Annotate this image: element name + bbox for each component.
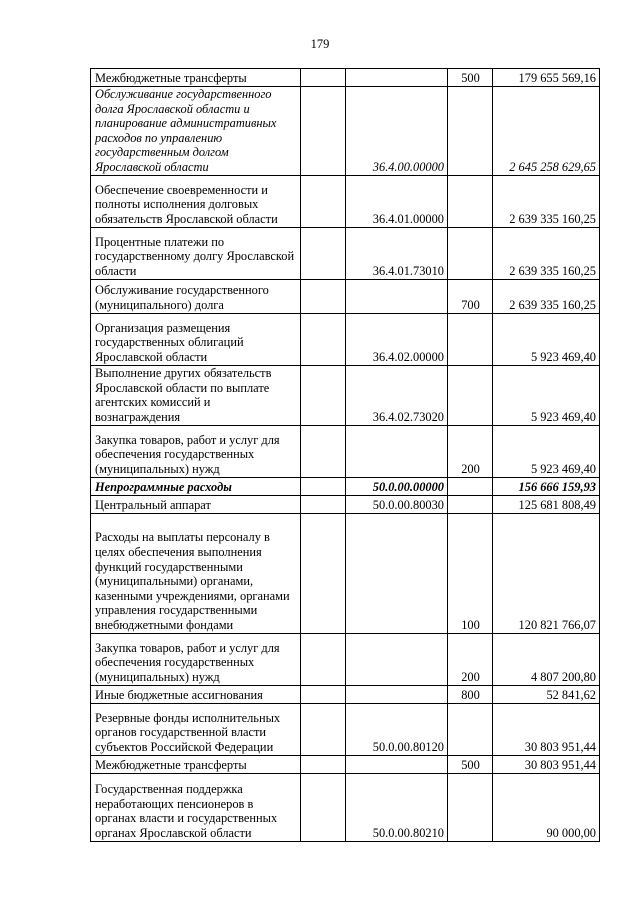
amount-cell: 120 821 766,07 <box>493 513 600 633</box>
amount-cell: 52 841,62 <box>493 685 600 703</box>
expense-type-code-cell <box>448 365 493 425</box>
empty-cell <box>301 495 346 513</box>
target-article-code-cell <box>346 755 448 773</box>
expense-name-cell: Резервные фонды исполнительных органов государственной власти субъектов Российской Федерации <box>91 703 301 755</box>
empty-cell <box>301 69 346 87</box>
amount-cell: 5 923 469,40 <box>493 425 600 477</box>
amount-cell: 2 639 335 160,25 <box>493 279 600 313</box>
table-row <box>91 175 600 227</box>
expense-type-code-cell: 200 <box>448 633 493 685</box>
expense-name-cell: Выполнение других обязательств Ярославской области по выплате агентских комиссий и вознаграждения <box>91 365 301 425</box>
target-article-code-cell <box>346 685 448 703</box>
empty-cell <box>301 755 346 773</box>
expense-type-code-cell <box>448 87 493 176</box>
table-row <box>91 685 600 703</box>
amount-cell: 5 923 469,40 <box>493 365 600 425</box>
expense-name-cell: Закупка товаров, работ и услуг для обеспечения государственных (муниципальных) нужд <box>91 633 301 685</box>
expense-name-cell: Межбюджетные трансферты <box>91 755 301 773</box>
expense-type-code-cell: 200 <box>448 425 493 477</box>
budget-table <box>90 68 600 842</box>
expense-type-code-cell: 700 <box>448 279 493 313</box>
target-article-code-cell: 36.4.02.00000 <box>346 313 448 365</box>
empty-cell <box>301 513 346 633</box>
target-article-code-cell <box>346 513 448 633</box>
expense-name-cell: Организация размещения государственных облигаций Ярославской области <box>91 313 301 365</box>
table-row <box>91 495 600 513</box>
target-article-code-cell <box>346 425 448 477</box>
empty-cell <box>301 313 346 365</box>
expense-type-code-cell <box>448 175 493 227</box>
expense-name-cell: Расходы на выплаты персоналу в целях обеспечения выполнения функций государственными (муниципальными) органами, казенными учреждениями, органами управления государственными внебюджетными фондами <box>91 513 301 633</box>
expense-type-code-cell <box>448 477 493 495</box>
amount-cell: 4 807 200,80 <box>493 633 600 685</box>
table-row <box>91 477 600 495</box>
expense-name-cell: Процентные платежи по государственному долгу Ярославской области <box>91 227 301 279</box>
empty-cell <box>301 477 346 495</box>
target-article-code-cell <box>346 69 448 87</box>
expense-name-cell: Обслуживание государственного долга Ярославской области и планирование административных расходов по управлению государственным долгом Ярославской области <box>91 87 301 176</box>
table-row <box>91 773 600 841</box>
table-row <box>91 69 600 87</box>
amount-cell: 90 000,00 <box>493 773 600 841</box>
expense-name-cell: Межбюджетные трансферты <box>91 69 301 87</box>
empty-cell <box>301 685 346 703</box>
target-article-code-cell <box>346 279 448 313</box>
table-row <box>91 313 600 365</box>
table-row <box>91 87 600 176</box>
empty-cell <box>301 773 346 841</box>
target-article-code-cell: 36.4.01.73010 <box>346 227 448 279</box>
table-row <box>91 279 600 313</box>
expense-name-cell: Центральный аппарат <box>91 495 301 513</box>
target-article-code-cell: 36.4.01.00000 <box>346 175 448 227</box>
empty-cell <box>301 175 346 227</box>
amount-cell: 2 639 335 160,25 <box>493 227 600 279</box>
expense-name-cell: Непрограммные расходы <box>91 477 301 495</box>
amount-cell: 30 803 951,44 <box>493 755 600 773</box>
amount-cell: 179 655 569,16 <box>493 69 600 87</box>
expense-type-code-cell: 100 <box>448 513 493 633</box>
table-row <box>91 227 600 279</box>
budget-table-body <box>91 69 600 842</box>
amount-cell: 125 681 808,49 <box>493 495 600 513</box>
target-article-code-cell: 36.4.00.00000 <box>346 87 448 176</box>
expense-type-code-cell: 500 <box>448 755 493 773</box>
expense-name-cell: Иные бюджетные ассигнования <box>91 685 301 703</box>
target-article-code-cell: 36.4.02.73020 <box>346 365 448 425</box>
amount-cell: 2 639 335 160,25 <box>493 175 600 227</box>
empty-cell <box>301 703 346 755</box>
empty-cell <box>301 425 346 477</box>
amount-cell: 156 666 159,93 <box>493 477 600 495</box>
target-article-code-cell <box>346 633 448 685</box>
table-row <box>91 513 600 633</box>
empty-cell <box>301 365 346 425</box>
target-article-code-cell: 50.0.00.00000 <box>346 477 448 495</box>
table-row <box>91 633 600 685</box>
empty-cell <box>301 279 346 313</box>
target-article-code-cell: 50.0.00.80030 <box>346 495 448 513</box>
expense-name-cell: Обеспечение своевременности и полноты исполнения долговых обязательств Ярославской области <box>91 175 301 227</box>
expense-name-cell: Закупка товаров, работ и услуг для обеспечения государственных (муниципальных) нужд <box>91 425 301 477</box>
table-row <box>91 425 600 477</box>
expense-type-code-cell <box>448 313 493 365</box>
expense-name-cell: Государственная поддержка неработающих пенсионеров в органах власти и государственных органах Ярославской области <box>91 773 301 841</box>
expense-type-code-cell <box>448 227 493 279</box>
expense-type-code-cell: 800 <box>448 685 493 703</box>
expense-type-code-cell <box>448 703 493 755</box>
target-article-code-cell: 50.0.00.80120 <box>346 703 448 755</box>
empty-cell <box>301 87 346 176</box>
table-row <box>91 755 600 773</box>
amount-cell: 30 803 951,44 <box>493 703 600 755</box>
table-row <box>91 365 600 425</box>
empty-cell <box>301 633 346 685</box>
empty-cell <box>301 227 346 279</box>
page-number: 179 <box>310 37 330 51</box>
expense-type-code-cell: 500 <box>448 69 493 87</box>
amount-cell: 2 645 258 629,65 <box>493 87 600 176</box>
expense-type-code-cell <box>448 773 493 841</box>
amount-cell: 5 923 469,40 <box>493 313 600 365</box>
expense-type-code-cell <box>448 495 493 513</box>
expense-name-cell: Обслуживание государственного (муниципального) долга <box>91 279 301 313</box>
target-article-code-cell: 50.0.00.80210 <box>346 773 448 841</box>
table-row <box>91 703 600 755</box>
